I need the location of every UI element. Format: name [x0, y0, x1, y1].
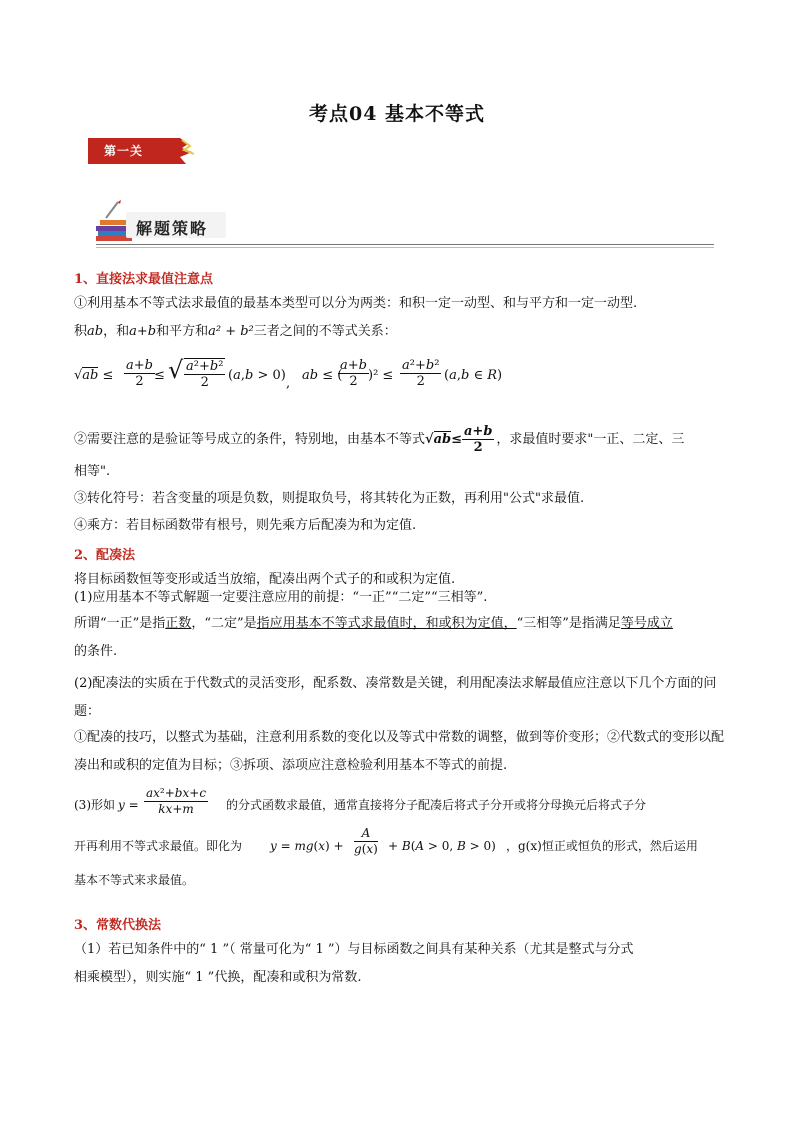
paragraph: 所谓“一正”是指正数，“二定”是指应用基本不等式求最值时，和或积为定值，“三相等”是指满足等号成立 — [74, 616, 673, 631]
section-heading: 3、常数代换法 — [74, 918, 162, 933]
divider — [96, 247, 714, 248]
inequality-formula: √ab ≤ $\frac{a+b}{2}$ ≤ √ $\frac{\text{a²+b²}}{2}$ (a,b > 0) , ab ≤ ( $\frac{a+b}{2}$ )² ≤ $\frac{\text{a²+b²}}{2}$ (a,b ∈ R) — [74, 356, 503, 391]
ribbon-label: 第一关 — [104, 144, 144, 158]
paragraph: ①利用基本不等式法求最值的最基本类型可以分为两类：和积一定一动型、和与平方和一定一动型. — [74, 296, 638, 311]
strategy-badge — [96, 200, 236, 244]
paragraph: 将目标函数恒等变形或适当放缩，配凑出两个式子的和或积为定值. — [74, 572, 456, 587]
section-heading: 2、配凑法 — [74, 548, 136, 563]
level-ribbon — [88, 138, 196, 164]
paragraph: 基本不等式来求最值。 — [74, 873, 195, 887]
paragraph: 积ab，和a+b和平方和a² + b²三者之间的不等式关系： — [74, 324, 397, 339]
paragraph: ①配凑的技巧，以整式为基础，注意利用系数的变化以及等式中常数的调整，做到等价变形；②代数式的变形以配凑出和或积的定值为目标；③拆项、添项应注意检验利用基本不等式的前提. — [74, 730, 725, 773]
paragraph: (1)应用基本不等式解题一定要注意应用的前提：“一正”“二定”“三相等”. — [74, 590, 488, 605]
divider — [96, 244, 714, 245]
badge-label: 解题策略 — [136, 219, 209, 238]
section-heading: 1、直接法求最值注意点 — [74, 272, 214, 287]
paragraph: （1）若已知条件中的“ 1 ”（ 常量可化为“ 1 ”）与目标函数之间具有某种关系（尤其是整式与分式 — [74, 942, 634, 957]
paragraph: 的条件. — [74, 644, 118, 659]
paragraph: 相等". — [74, 464, 111, 479]
paragraph: (3)形如 y = $\frac{\text{ax²+bx+c}}{kx+m}$ 的分式函数求最值，通常直接将分子配凑后将式子分开或将分母换元后将式子分 — [74, 786, 647, 816]
paragraph: 开再利用不等式求最值。即化为 y = mg(x) + $\frac{A}{g(x)}$ + B(A > 0, B > 0) ，g(x)恒正或恒负的形式，然后运用 — [74, 826, 698, 856]
paragraph: ④乘方：若目标函数带有根号，则先乘方后配凑为和为定值. — [74, 518, 417, 533]
paragraph: 相乘模型），则实施“ 1 ”代换，配凑和或积为常数. — [74, 970, 362, 985]
paragraph: ②需要注意的是验证等号成立的条件，特别地，由基本不等式√ab≤ $\frac{a+b}{2}$ ，求最值时要求"一正、二定、三 — [74, 424, 685, 455]
page-title: 考点04 基本不等式 — [308, 103, 486, 125]
paragraph: (2)配凑法的实质在于代数式的灵活变形，配系数、凑常数是关键，利用配凑法求解最值应注意以下几个方面的问题： — [74, 676, 717, 719]
paragraph: ③转化符号：若含变量的项是负数，则提取负号，将其转化为正数，再利用"公式"求最值. — [74, 491, 585, 506]
